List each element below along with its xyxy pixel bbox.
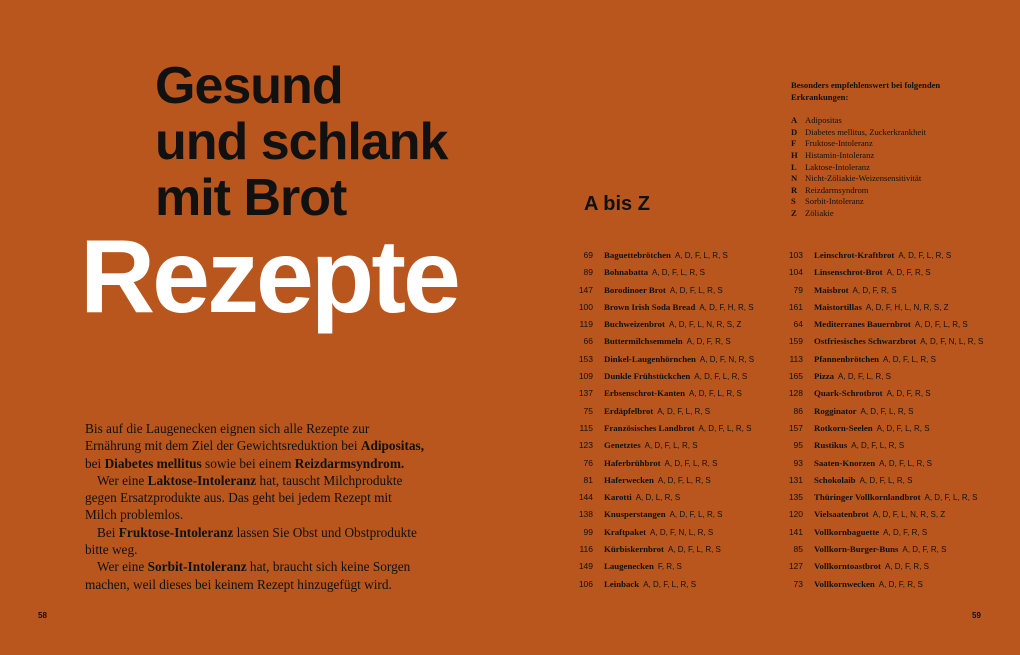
recipe-index-entry <box>778 267 983 284</box>
recipe-name: Dunkle Frühstückchen <box>604 371 691 382</box>
recipe-name: Haferbrühbrot <box>604 457 661 468</box>
intro-emphasis: Diabetes mellitus <box>104 455 202 471</box>
title-line-1: Gesund <box>155 57 343 115</box>
legend-item <box>791 127 991 139</box>
recipe-name: Ostfriesisches Schwarzbrot <box>814 336 917 347</box>
recipe-name: Rogginator <box>814 405 857 416</box>
recipe-condition-codes: A, D, F, L, R, S <box>688 389 742 399</box>
intro-text-run: lassen Sie Obst und Obstprodukte bitte weg. <box>85 524 417 558</box>
recipe-page-number: 165 <box>788 371 803 382</box>
recipe-page-number: 73 <box>793 578 803 589</box>
intro-text-run: bei <box>85 455 105 471</box>
title-line-3: mit Brot <box>155 169 347 227</box>
recipe-index-entry <box>778 458 983 475</box>
recipe-condition-codes: A, D, F, L, R, S <box>851 441 905 451</box>
recipe-name: Erdäpfelbrot <box>604 405 654 416</box>
recipe-index-entry <box>778 509 983 526</box>
recipe-page-number: 81 <box>583 474 593 485</box>
recipe-page-number: 153 <box>578 353 593 364</box>
legend-key: N <box>791 173 798 184</box>
recipe-index-entry <box>568 285 754 302</box>
intro-emphasis: Laktose-Intoleranz <box>147 472 257 488</box>
recipe-index-entry <box>778 492 983 509</box>
recipe-page-number: 137 <box>578 388 593 399</box>
recipe-index-entry <box>568 561 754 578</box>
recipe-index-entry <box>778 302 983 319</box>
recipe-name: Schokolaib <box>814 474 856 485</box>
intro-emphasis: Sorbit-Intoleranz <box>147 559 247 575</box>
recipe-page-number: 64 <box>793 319 803 330</box>
intro-emphasis: Adipositas, <box>360 438 425 454</box>
legend-item <box>791 162 991 174</box>
recipe-page-number: 127 <box>788 561 803 572</box>
intro-emphasis: Reizdarmsyndrom. <box>294 455 405 471</box>
recipe-condition-codes: A, D, F, R, S <box>886 268 931 278</box>
legend-label: Zöliakie <box>805 207 834 218</box>
page-number-right: 59 <box>972 611 981 620</box>
recipe-condition-codes: A, D, F, L, R, S <box>664 458 718 468</box>
recipe-index-entry <box>778 423 983 440</box>
recipe-condition-codes: A, D, L, R, S <box>635 493 681 503</box>
recipe-name: Kraftpaket <box>604 526 647 537</box>
index-column-right <box>778 250 983 596</box>
recipe-name: Leinschrot-Kraftbrot <box>814 250 895 260</box>
recipe-index-entry <box>778 319 983 336</box>
recipe-index-entry <box>778 440 983 457</box>
recipe-name: Leinback <box>604 578 640 589</box>
recipe-name: Pfannenbrötchen <box>814 353 880 364</box>
recipe-condition-codes: A, D, F, R, S <box>886 389 931 399</box>
recipe-index-entry <box>778 250 983 267</box>
recipe-condition-codes: A, D, F, R, S <box>902 545 947 555</box>
recipe-name: Kürbiskernbrot <box>604 544 664 555</box>
legend-label: Diabetes mellitus, Zuckerkrankheit <box>805 126 926 137</box>
index-column-left <box>568 250 754 596</box>
recipe-index-entry <box>778 579 983 596</box>
recipe-name: Vollkorn-Burger-Buns <box>814 544 899 555</box>
recipe-index-entry <box>568 492 754 509</box>
legend-key: Z <box>791 207 797 218</box>
recipe-condition-codes: A, D, F, L, R, S <box>876 423 930 433</box>
recipe-condition-codes: A, D, F, L, R, S <box>669 510 723 520</box>
legend <box>791 80 991 220</box>
page-number-left: 58 <box>38 611 47 620</box>
recipe-index-entry <box>568 475 754 492</box>
legend-label: Nicht-Zöliakie-Weizensensitivität <box>805 173 922 184</box>
recipe-page-number: 123 <box>578 440 593 451</box>
recipe-index-entry <box>568 423 754 440</box>
intro-paragraph-2 <box>85 472 425 524</box>
recipe-index-entry <box>568 406 754 423</box>
recipe-index-entry <box>778 544 983 561</box>
recipe-index-entry <box>568 544 754 561</box>
recipe-condition-codes: A, D, F, H, R, S <box>699 302 754 312</box>
recipe-name: Französisches Landbrot <box>604 422 695 433</box>
recipe-condition-codes: A, D, F, L, R, S <box>643 579 697 589</box>
legend-label: Laktose-Intoleranz <box>805 161 870 172</box>
recipe-page-number: 113 <box>789 353 803 364</box>
recipe-name: Rustikus <box>814 440 848 451</box>
recipe-page-number: 116 <box>579 544 593 555</box>
recipe-page-number: 147 <box>578 284 593 295</box>
legend-label: Sorbit-Intoleranz <box>805 196 864 207</box>
recipe-name: Baguettebrötchen <box>604 250 671 260</box>
recipe-page-number: 119 <box>579 319 593 330</box>
recipe-name: Vollkornwecken <box>814 578 875 589</box>
recipe-name: Buttermilchsemmeln <box>604 336 683 347</box>
recipe-name: Brown Irish Soda Bread <box>604 301 696 312</box>
recipe-condition-codes: A, D, F, R, S <box>852 285 897 295</box>
recipe-condition-codes: A, D, F, L, R, S <box>860 406 914 416</box>
recipe-index-entry <box>568 354 754 371</box>
intro-emphasis: Fruktose-Intoleranz <box>118 524 234 540</box>
recipe-condition-codes: A, D, F, L, R, S <box>883 354 936 364</box>
legend-item <box>791 208 991 220</box>
recipe-condition-codes: A, D, F, R, S <box>884 562 929 572</box>
recipe-index-entry <box>568 371 754 388</box>
recipe-condition-codes: A, D, F, L, R, S <box>669 285 723 295</box>
recipe-page-number: 86 <box>793 405 803 416</box>
recipe-name: Buchweizenbrot <box>604 319 665 330</box>
recipe-condition-codes: A, D, F, N, L, R, S <box>650 527 714 537</box>
intro-text-run: hat, braucht sich keine Sorgen machen, weil dieses bei keinem Rezept hinzugefügt wird. <box>85 559 411 592</box>
recipe-index-entry <box>778 561 983 578</box>
intro-text-run: Bei <box>97 524 119 540</box>
recipe-index-entry <box>568 509 754 526</box>
recipe-name: Borodinoer Brot <box>604 284 666 295</box>
recipe-page-number: 89 <box>583 267 593 278</box>
recipe-index-entry <box>778 336 983 353</box>
recipe-page-number: 161 <box>788 301 803 312</box>
recipe-name: Bohnabatta <box>604 267 648 278</box>
recipe-condition-codes: A, D, F, L, R, S <box>657 406 711 416</box>
recipe-name: Mediterranes Bauernbrot <box>814 319 911 330</box>
recipe-page-number: 76 <box>583 457 593 468</box>
recipe-page-number: 115 <box>579 422 593 433</box>
recipe-condition-codes: F, R, S <box>657 562 682 572</box>
recipe-condition-codes: A, D, F, R, S <box>878 579 923 589</box>
legend-key: D <box>791 126 798 137</box>
recipe-name: Vielsaatenbrot <box>814 509 869 520</box>
recipe-page-number: 131 <box>788 474 803 485</box>
recipe-page-number: 120 <box>788 509 803 520</box>
recipe-index-entry <box>568 388 754 405</box>
recipe-page-number: 85 <box>793 544 803 555</box>
recipe-index-entry <box>568 319 754 336</box>
section-heading: Rezepte <box>80 219 458 335</box>
intro-text-run: Bis auf die Laugenecken eignen sich alle Rezepte zur Ernährung mit dem Ziel der Gewichtsreduktion bei <box>85 421 370 454</box>
recipe-page-number: 79 <box>793 284 803 295</box>
index-heading: A bis Z <box>584 193 650 215</box>
recipe-index-entry <box>568 579 754 596</box>
recipe-name: Quark-Schrotbrot <box>814 388 883 399</box>
recipe-index-entry <box>778 388 983 405</box>
recipe-name: Dinkel-Laugenhörnchen <box>604 353 696 364</box>
recipe-condition-codes: A, D, F, L, N, R, S, Z <box>872 510 946 520</box>
recipe-condition-codes: A, D, F, L, R, S <box>924 493 978 503</box>
recipe-index-entry <box>568 527 754 544</box>
recipe-name: Erbsenschrot-Kanten <box>604 388 685 399</box>
recipe-index-entry <box>568 267 754 284</box>
intro-paragraph-4 <box>85 558 425 593</box>
recipe-page-number: 106 <box>578 578 593 589</box>
recipe-condition-codes: A, D, F, L, R, S <box>838 372 891 382</box>
recipe-page-number: 157 <box>788 422 803 433</box>
recipe-page-number: 144 <box>578 492 593 503</box>
recipe-page-number: 104 <box>788 267 803 278</box>
legend-key: R <box>791 184 798 195</box>
legend-label: Adipositas <box>805 115 842 126</box>
recipe-name: Maistortillas <box>814 301 862 312</box>
recipe-condition-codes: A, D, F, L, R, S <box>898 251 952 260</box>
legend-item <box>791 150 991 162</box>
recipe-page-number: 138 <box>578 509 593 520</box>
recipe-condition-codes: A, D, F, R, S <box>883 527 928 537</box>
recipe-condition-codes: A, D, F, R, S <box>686 337 731 347</box>
recipe-condition-codes: A, D, F, L, R, S <box>644 441 698 451</box>
recipe-page-number: 135 <box>788 492 803 503</box>
recipe-page-number: 141 <box>788 526 803 537</box>
legend-heading: Besonders empfehlenswert bei folgenden Erkrankungen: <box>791 80 941 102</box>
legend-key: F <box>791 138 797 149</box>
recipe-page-number: 128 <box>788 388 803 399</box>
title-line-2: und schlank <box>155 113 448 171</box>
recipe-page-number: 69 <box>583 250 593 260</box>
legend-key: S <box>791 196 796 207</box>
recipe-condition-codes: A, D, F, L, R, S <box>667 545 721 555</box>
recipe-page-number: 95 <box>793 440 803 451</box>
legend-key: A <box>791 115 798 126</box>
intro-paragraph-1 <box>85 420 425 472</box>
legend-label: Reizdarmsyndrom <box>805 184 869 195</box>
legend-item <box>791 138 991 150</box>
recipe-condition-codes: A, D, F, L, R, S <box>694 372 748 382</box>
recipe-name: Vollkorntoastbrot <box>814 561 881 572</box>
recipe-condition-codes: A, D, F, L, R, S <box>657 475 711 485</box>
recipe-index-entry <box>778 527 983 544</box>
recipe-index-entry <box>778 371 983 388</box>
recipe-index-entry <box>568 250 754 267</box>
recipe-condition-codes: A, D, F, H, L, N, R, S, Z <box>865 302 949 312</box>
recipe-condition-codes: A, D, F, L, R, S <box>698 423 752 433</box>
recipe-index-entry <box>568 458 754 475</box>
recipe-name: Maisbrot <box>814 284 849 295</box>
recipe-page-number: 109 <box>578 371 593 382</box>
recipe-index-entry <box>778 285 983 302</box>
recipe-page-number: 149 <box>578 561 593 572</box>
recipe-name: Thüringer Vollkornlandbrot <box>814 492 921 503</box>
recipe-name: Haferwecken <box>604 474 654 485</box>
recipe-condition-codes: A, D, F, L, N, R, S, Z <box>668 320 742 330</box>
intro-text-run: hat, tauscht Milchprodukte gegen Ersatzprodukte aus. Das geht bei jedem Rezept mit Milch problemlos. <box>85 472 403 523</box>
recipe-condition-codes: A, D, F, N, L, R, S <box>920 337 984 347</box>
recipe-name: Pizza <box>814 371 835 382</box>
legend-item <box>791 196 991 208</box>
recipe-condition-codes: A, D, F, L, R, S <box>914 320 968 330</box>
recipe-index-entry <box>568 336 754 353</box>
legend-key: L <box>791 161 797 172</box>
legend-list <box>791 115 991 219</box>
legend-label: Fruktose-Intoleranz <box>805 138 873 149</box>
recipe-condition-codes: A, D, F, L, R, S <box>674 251 728 260</box>
legend-label: Histamin-Intoleranz <box>805 149 875 160</box>
recipe-page-number: 66 <box>583 336 593 347</box>
recipe-page-number: 93 <box>793 457 803 468</box>
recipe-name: Karotti <box>604 492 632 503</box>
recipe-condition-codes: A, D, F, N, R, S <box>699 354 755 364</box>
recipe-page-number: 100 <box>578 301 593 312</box>
recipe-page-number: 159 <box>788 336 803 347</box>
recipe-condition-codes: A, D, F, L, R, S <box>859 475 913 485</box>
recipe-name: Vollkornbaguette <box>814 526 880 537</box>
recipe-name: Genetztes <box>604 440 641 451</box>
recipe-index-entry <box>778 406 983 423</box>
intro-text <box>85 420 425 593</box>
recipe-condition-codes: A, D, F, L, R, S <box>879 458 932 468</box>
page-title <box>155 58 447 226</box>
intro-text-run: sowie bei einem <box>201 455 295 471</box>
intro-paragraph-3 <box>85 524 425 559</box>
recipe-name: Laugenecken <box>604 561 654 572</box>
legend-item <box>791 185 991 197</box>
legend-key: H <box>791 149 798 160</box>
intro-text-run: Wer eine <box>97 472 148 488</box>
legend-item <box>791 173 991 185</box>
recipe-index-entry <box>778 354 983 371</box>
recipe-name: Saaten-Knorzen <box>814 457 876 468</box>
recipe-name: Knusperstangen <box>604 509 666 520</box>
recipe-page-number: 75 <box>583 405 593 416</box>
recipe-condition-codes: A, D, F, L, R, S <box>652 268 705 278</box>
intro-text-run: Wer eine <box>97 559 148 575</box>
recipe-name: Rotkorn-Seelen <box>814 422 873 433</box>
legend-item <box>791 115 991 127</box>
recipe-page-number: 103 <box>788 250 803 260</box>
recipe-index-entry <box>778 475 983 492</box>
recipe-name: Linsenschrot-Brot <box>814 267 883 278</box>
recipe-page-number: 99 <box>583 526 593 537</box>
recipe-index-entry <box>568 440 754 457</box>
recipe-index-entry <box>568 302 754 319</box>
